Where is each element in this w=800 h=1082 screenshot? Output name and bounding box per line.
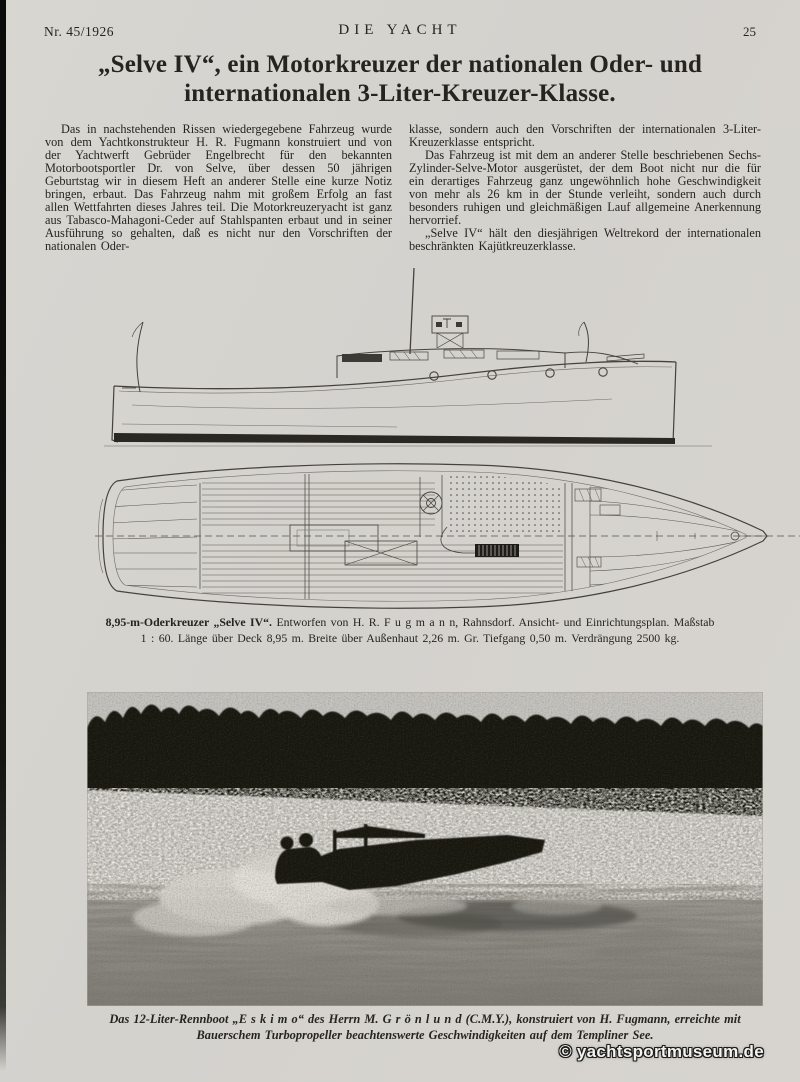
hull-profile (104, 268, 712, 446)
article-column-left (45, 123, 392, 253)
bow-staff (579, 322, 589, 362)
article-title-line2: internationalen 3-Liter-Kreuzer-Klasse. (184, 80, 616, 107)
drawing-caption-line1 (55, 615, 765, 631)
article-column-right (409, 123, 761, 253)
plan-details (200, 474, 767, 599)
photo-caption-line1: Das 12-Liter-Rennboot „E s k i m o“ des Herrn M. G r ö n l u n d (C.M.Y.), konstruiert von H. Fugmann, erreichte mit (109, 1012, 741, 1026)
issue-number: Nr. 45/1926 (44, 24, 115, 39)
deck-fitting (607, 354, 644, 361)
article-title-line1: „Selve IV“, ein Motorkreuzer der nationalen Oder- und (97, 51, 703, 78)
mast (410, 268, 414, 354)
engine-grating (475, 544, 519, 557)
side-elevation-svg (92, 256, 798, 468)
scan-edge-artifact (0, 0, 6, 1082)
watermark: © yachtsportmuseum.de (559, 1042, 764, 1061)
photo-grain (87, 692, 763, 1006)
photo-caption-line2: Bauerschem Turbopropeller beachtenswerte Geschwindigkeiten auf dem Templiner See. (196, 1027, 654, 1042)
deck-plan-svg (95, 457, 800, 615)
deck-planking (107, 483, 757, 593)
page-number: 25 (743, 24, 756, 39)
article-title (0, 50, 800, 108)
drawing-caption (55, 615, 765, 646)
paragraph: „Selve IV“ hält den diesjährigen Weltrekord der internationalen beschränkten Kajütkreuzerklasse. (409, 225, 761, 253)
masthead-title: DIE YACHT (338, 22, 462, 38)
paragraph: klasse, sondern auch den Vorschriften der internationalen 3-Liter-Kreuzerklasse entspricht. (409, 122, 761, 149)
searchlight-box (432, 316, 468, 348)
photo-svg (87, 692, 763, 1006)
paragraph: Das in nachstehenden Rissen wiedergegebene Fahrzeug wurde von dem Yachtkonstrukteur H. R. Fugmann konstruiert und von der Yachtwerft Gebrüder Engelbrecht für den bekannten Motorbootsportler Dr. von Selve, über dessen 50 jährigen Geburtstag wir in diesem Heft an anderer Stelle eine kurze Notiz bringen, erbaut. Das Fahrzeug nahm mit großem Erfolg an fast allen Wettfahrten dieses Jahres teil. Die Motorkreuzeryacht ist ganz aus Tabasco-Mahagoni-Ceder auf Stahlspanten erbaut und in seiner Ausführung so gehalten, daß es nicht nur den Vorschriften der nationalen Oder- (45, 122, 392, 253)
boat-side-elevation-drawing (92, 256, 798, 468)
drawing-caption-line2: 1 : 60. Länge über Deck 8,95 m. Breite über Außenhaut 2,26 m. Gr. Tiefgang 0,50 m. Verdrängung 2500 kg. (140, 630, 680, 645)
cockpit-stipple (447, 475, 563, 535)
paragraph: Das Fahrzeug ist mit dem an anderer Stelle beschriebenen Sechs-Zylinder-Selve-Motor ausgerüstet, der dem Boot nicht nur die für ein derartiges Fahrzeug ganz ungewöhnlich hohe Geschwindigkeit von mehr als 26 km in der Stunde verleiht, sondern auch durch besonders ruhigen und gleichmäßigen Lauf allgemeine Anerkennung hervorrief. (409, 147, 761, 227)
eskimo-racing-boat-photo (87, 692, 763, 1006)
drawing-caption-lead: 8,95-m-Oderkreuzer „Selve IV“. (105, 615, 272, 629)
lifebuoy (420, 492, 442, 514)
photo-caption (75, 1012, 775, 1043)
portholes (430, 368, 607, 380)
boat-deck-plan-drawing (95, 457, 800, 615)
page-header (0, 22, 800, 42)
drawing-caption-rest: Entworfen von H. R. F u g m a n n, Rahnsdorf. Ansicht- und Einrichtungsplan. Maßstab (276, 615, 715, 629)
stern-flagstaff (132, 322, 143, 392)
